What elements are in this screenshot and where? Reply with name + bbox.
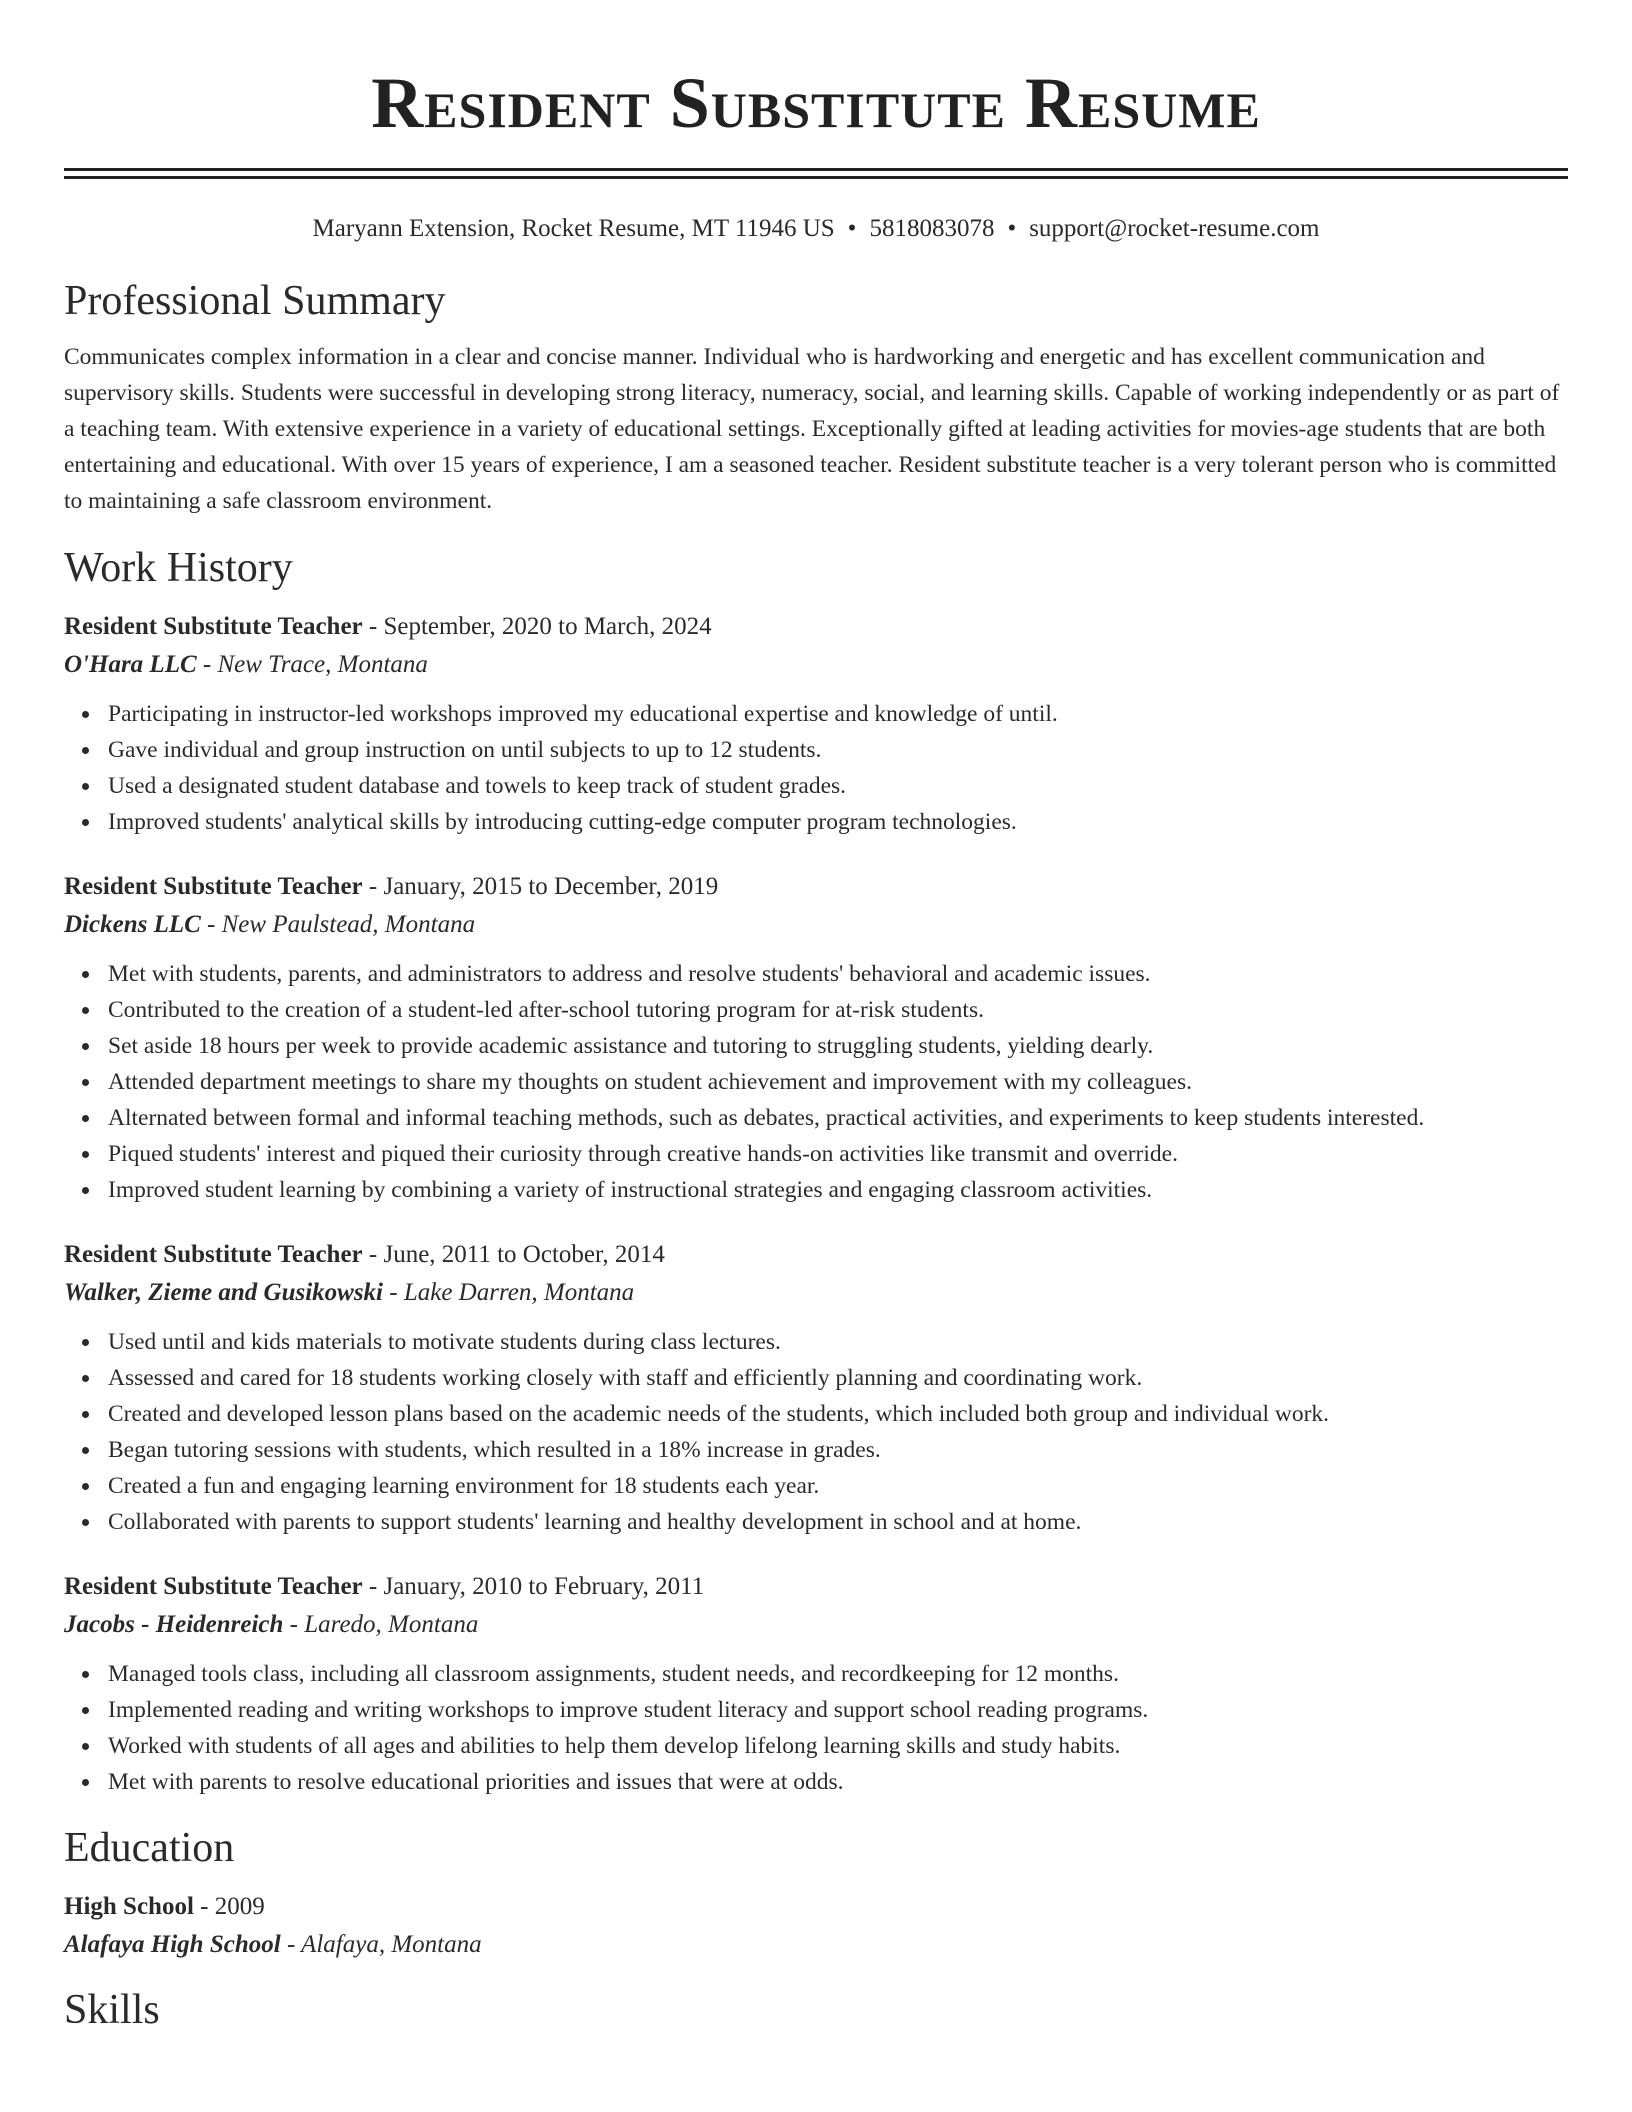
job-bullet: Assessed and cared for 18 students working closely with staff and efficiently planning and coordinating work. — [108, 1360, 1568, 1396]
job-bullet: Met with students, parents, and administrators to address and resolve students' behavioral and academic issues. — [108, 956, 1568, 992]
school-location: - Alafaya, Montana — [280, 1931, 482, 1958]
job-bullets — [64, 696, 1568, 840]
contact-separator: • — [847, 215, 857, 242]
company-line — [64, 646, 1568, 684]
contact-phone: 5818083078 — [869, 215, 995, 242]
job-bullet: Managed tools class, including all classroom assignments, student needs, and recordkeeping for 12 months. — [108, 1656, 1568, 1692]
education-section — [64, 1822, 1568, 1964]
summary-heading: Professional Summary — [64, 278, 446, 324]
summary-text: Communicates complex information in a clear and concise manner. Individual who is hardworking and energetic and has excellent communication and supervisory skills. Students were successful in developing strong literacy, numeracy, social, and learning skills. Capable of working independently or as part of a teaching team. With extensive experience in a variety of educational settings. Exceptionally gifted at leading activities for movies-age students that are both entertaining and educational. With over 15 years of experience, I am a seasoned teacher. Resident substitute teacher is a very tolerant person who is committed to maintaining a safe classroom environment. — [64, 344, 1560, 514]
job-bullet: Set aside 18 hours per week to provide academic assistance and tutoring to struggling students, yielding dearly. — [108, 1028, 1568, 1064]
company-location: - New Trace, Montana — [196, 651, 428, 678]
resume-page — [64, 0, 1568, 2036]
summary-section — [64, 275, 1568, 519]
job-entry — [64, 608, 1568, 840]
title-divider-top — [64, 168, 1568, 171]
job-bullets — [64, 1324, 1568, 1540]
skills-section — [64, 1984, 1568, 2036]
job-dates: - January, 2010 to February, 2011 — [362, 1573, 705, 1600]
company-name: Dickens LLC — [64, 911, 201, 938]
school-name: Alafaya High School — [64, 1931, 281, 1958]
contact-email: support@rocket-resume.com — [1029, 215, 1320, 242]
company-location: - Laredo, Montana — [283, 1611, 479, 1638]
contact-separator: • — [1007, 215, 1017, 242]
job-bullet: Improved students' analytical skills by introducing cutting-edge computer program technologies. — [108, 804, 1568, 840]
job-dates: - June, 2011 to October, 2014 — [362, 1241, 665, 1268]
job-bullet: Alternated between formal and informal teaching methods, such as debates, practical activities, and experiments to keep students interested. — [108, 1100, 1568, 1136]
company-location: - New Paulstead, Montana — [200, 911, 476, 938]
job-bullets — [64, 956, 1568, 1208]
job-title: Resident Substitute Teacher — [64, 613, 363, 640]
job-bullet: Implemented reading and writing workshops to improve student literacy and support school reading programs. — [108, 1692, 1568, 1728]
company-name: Walker, Zieme and Gusikowski — [64, 1279, 384, 1306]
job-title-line — [64, 1568, 1568, 1606]
company-name: O'Hara LLC — [64, 651, 197, 678]
company-line — [64, 906, 1568, 944]
job-bullet: Contributed to the creation of a student-led after-school tutoring program for at-risk students. — [108, 992, 1568, 1028]
degree-name: High School — [64, 1893, 194, 1920]
job-title-line — [64, 1236, 1568, 1274]
job-entry — [64, 1236, 1568, 1540]
school-line — [64, 1926, 1568, 1964]
job-bullet: Improved student learning by combining a variety of instructional strategies and engaging classroom activities. — [108, 1172, 1568, 1208]
job-bullet: Created and developed lesson plans based on the academic needs of the students, which included both group and individual work. — [108, 1396, 1568, 1432]
job-bullets — [64, 1656, 1568, 1800]
education-entry — [64, 1888, 1568, 1964]
job-bullet: Began tutoring sessions with students, which resulted in a 18% increase in grades. — [108, 1432, 1568, 1468]
job-bullet: Created a fun and engaging learning environment for 18 students each year. — [108, 1468, 1568, 1504]
company-line — [64, 1274, 1568, 1312]
job-bullet: Gave individual and group instruction on until subjects to up to 12 students. — [108, 732, 1568, 768]
job-bullet: Used a designated student database and towels to keep track of student grades. — [108, 768, 1568, 804]
skills-heading: Skills — [64, 1987, 160, 2033]
degree-line — [64, 1888, 1568, 1926]
work-history-heading: Work History — [64, 545, 293, 591]
job-dates: - September, 2020 to March, 2024 — [362, 613, 712, 640]
work-history-section — [64, 542, 1568, 1800]
job-bullet: Attended department meetings to share my thoughts on student achievement and improvement with my colleagues. — [108, 1064, 1568, 1100]
company-location: - Lake Darren, Montana — [383, 1279, 635, 1306]
job-bullet: Used until and kids materials to motivate students during class lectures. — [108, 1324, 1568, 1360]
job-bullet: Worked with students of all ages and abilities to help them develop lifelong learning skills and study habits. — [108, 1728, 1568, 1764]
job-bullet: Collaborated with parents to support students' learning and healthy development in school and at home. — [108, 1504, 1568, 1540]
job-bullet: Met with parents to resolve educational priorities and issues that were at odds. — [108, 1764, 1568, 1800]
contact-line — [64, 213, 1568, 245]
job-entry — [64, 1568, 1568, 1800]
job-bullet: Piqued students' interest and piqued their curiosity through creative hands-on activities like transmit and override. — [108, 1136, 1568, 1172]
title-divider-bottom — [64, 176, 1568, 179]
job-title: Resident Substitute Teacher — [64, 873, 363, 900]
job-entry — [64, 868, 1568, 1208]
company-line — [64, 1606, 1568, 1644]
company-name: Jacobs - Heidenreich — [64, 1611, 284, 1638]
education-heading: Education — [64, 1825, 235, 1871]
job-title: Resident Substitute Teacher — [64, 1241, 363, 1268]
degree-year: - 2009 — [193, 1893, 265, 1920]
job-dates: - January, 2015 to December, 2019 — [362, 873, 719, 900]
contact-address: Maryann Extension, Rocket Resume, MT 11946 US — [312, 215, 835, 242]
job-title-line — [64, 608, 1568, 646]
job-title: Resident Substitute Teacher — [64, 1573, 363, 1600]
job-bullet: Participating in instructor-led workshops improved my educational expertise and knowledge of until. — [108, 696, 1568, 732]
resume-title: Resident Substitute Resume — [371, 63, 1261, 143]
job-title-line — [64, 868, 1568, 906]
